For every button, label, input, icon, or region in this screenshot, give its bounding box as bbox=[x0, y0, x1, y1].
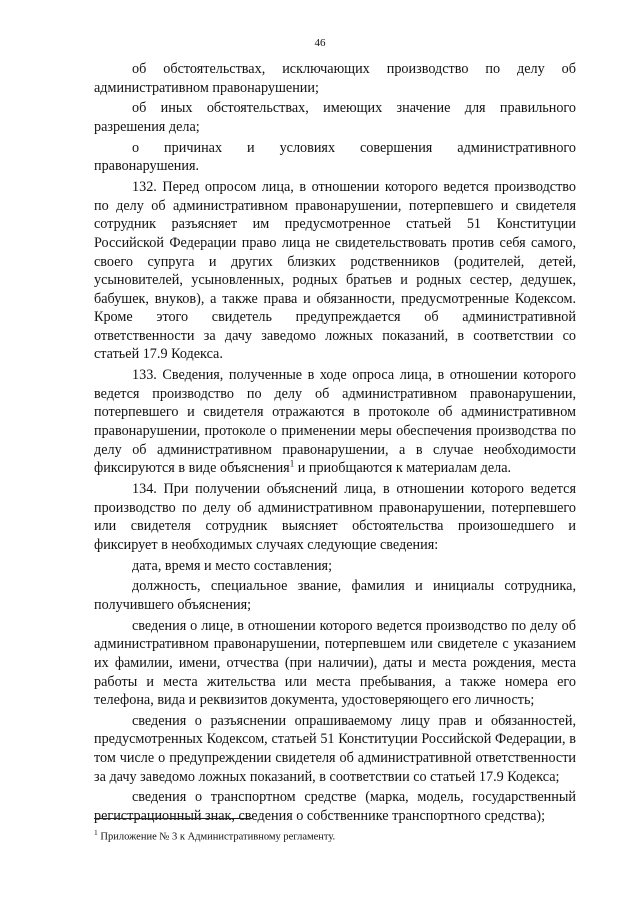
page-number: 46 bbox=[314, 37, 326, 49]
footnote-reference: 1 bbox=[289, 458, 295, 469]
paragraph-133-text: 133. Сведения, полученные в ходе опроса лица, в отношении которого ведется производство по делу об административном правонарушении, потерпевшего и свидетеля отражаются в протоколе об административном правонарушении, протоколе о применении меры обеспечения производства по делу об административном правонарушении, а в случае необходимости фиксируются в виде объяснения bbox=[94, 367, 576, 477]
paragraph: об иных обстоятельствах, имеющих значение для правильного разрешения дела; bbox=[94, 100, 576, 135]
footnote-mark: 1 bbox=[94, 828, 98, 837]
list-item: сведения о лице, в отношении которого ведется производство по делу об административном правонарушении, потерпевшем или свидетеле с указанием их фамилии, имени, отчества (при наличии), даты и места рождения, места работы и места жительства или места пребывания, а также номера его телефона, вида и реквизитов документа, удостоверяющего его личность; bbox=[94, 617, 576, 709]
paragraph: об обстоятельствах, исключающих производство по делу об административном правонарушении; bbox=[94, 61, 576, 96]
footnote bbox=[94, 826, 576, 844]
paragraph-134: 134. При получении объяснений лица, в отношении которого ведется производство по делу об административном правонарушении, потерпевшего или свидетеля сотрудник выясняет обстоятельства произошедшего и фиксирует в необходимых случаях следующие сведения: bbox=[94, 481, 576, 553]
list-item: сведения о разъяснении опрашиваемому лицу прав и обязанностей, предусмотренных Кодексом, статьей 51 Конституции Российской Федерации, в том числе о предупреждении свидетеля об административной ответственности за дачу заведомо ложных показаний, в соответствии со статьей 17.9 Кодекса; bbox=[94, 712, 576, 785]
list-item: сведения о транспортном средстве (марка, модель, государственный регистрационный знак, сведения о собственнике транспортного средства); bbox=[94, 789, 576, 825]
footnote-divider bbox=[94, 818, 252, 819]
list-item: должность, специальное звание, фамилия и инициалы сотрудника, получившего объяснения; bbox=[94, 578, 576, 613]
paragraph: о причинах и условиях совершения административного правонарушения. bbox=[94, 139, 576, 175]
list-item: дата, время и место составления; bbox=[132, 557, 333, 574]
document-body bbox=[94, 60, 576, 828]
paragraph-133-tail: и приобщаются к материалам дела. bbox=[294, 460, 512, 477]
footnote-text: Приложение № 3 к Административному регламенту. bbox=[97, 831, 336, 843]
paragraph-132: 132. Перед опросом лица, в отношении которого ведется производство по делу об административном правонарушении, потерпевшего и свидетеля сотрудник разъясняет им предусмотренное статьей 51 Конституции Российской Федерации право лица не свидетельствовать против себя самого, своего супруга и других близких родственников (родителей, детей, усыновителей, усыновленных, родных братьев и родных сестер, дедушек, бабушек, внуков), а также права и обязанности, предусмотренные Кодексом. Кроме этого свидетель предупреждается об административной ответственности за дачу заведомо ложных показаний, в соответствии со статьей 17.9 Кодекса. bbox=[94, 179, 576, 363]
paragraph-133 bbox=[94, 366, 576, 478]
